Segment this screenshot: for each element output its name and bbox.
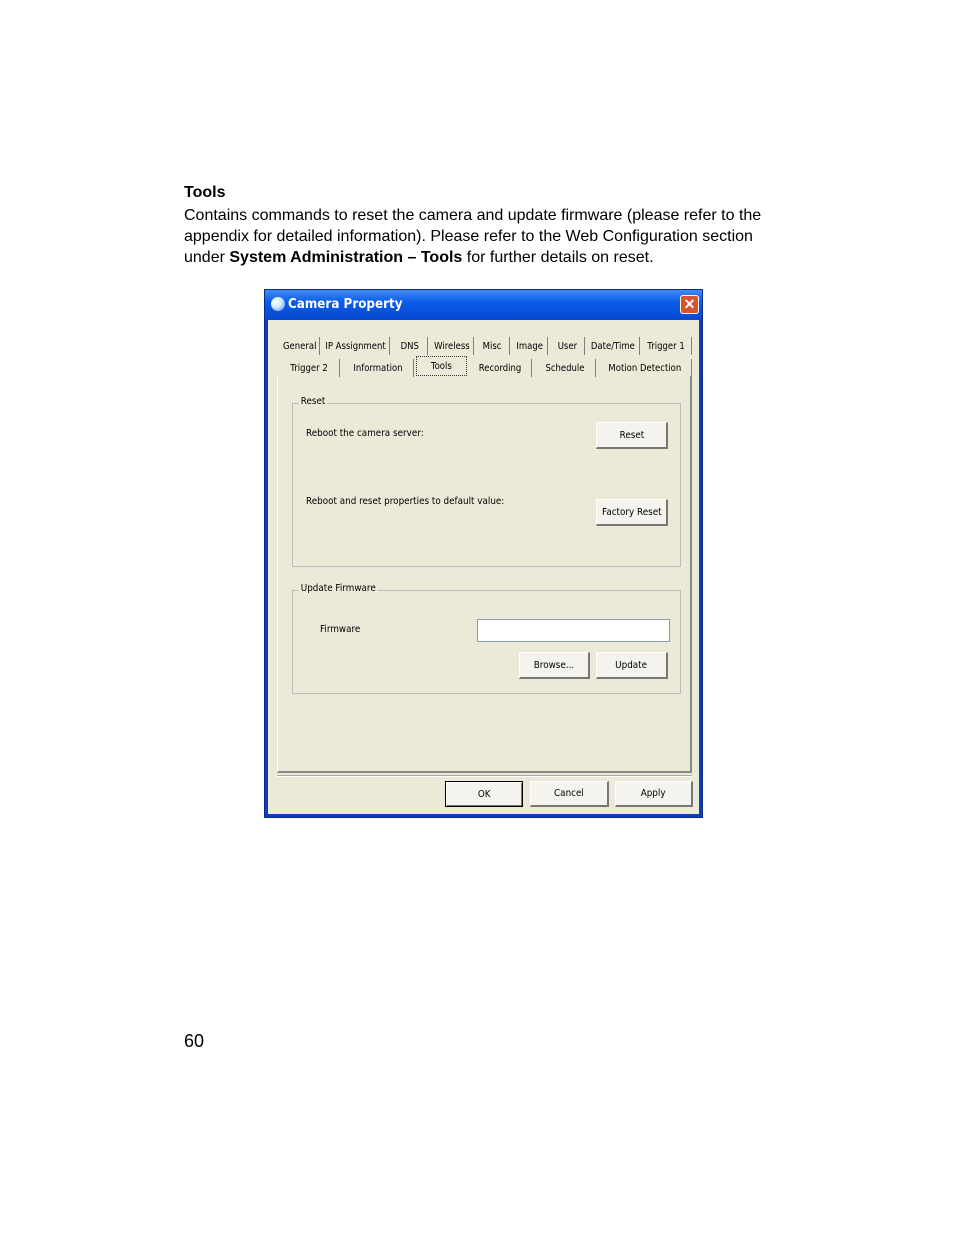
tools-panel xyxy=(277,376,692,773)
factory-reset-button[interactable]: Factory Reset xyxy=(596,499,668,526)
reset-button[interactable]: Reset xyxy=(596,422,668,449)
tab-schedule[interactable]: Schedule xyxy=(534,359,596,377)
tab-wireless[interactable]: Wireless xyxy=(430,337,474,355)
reboot-label: Reboot the camera server: xyxy=(306,428,424,439)
tab-misc[interactable]: Misc xyxy=(476,337,510,355)
title-bar[interactable] xyxy=(265,290,702,320)
tab-user[interactable]: User xyxy=(550,337,585,355)
tab-trigger-2[interactable]: Trigger 2 xyxy=(280,359,340,377)
cancel-button[interactable]: Cancel xyxy=(530,781,609,807)
description-text-1: Contains commands to reset the camera and update firmware (please refer to the appendix for detailed information). Please refer to the Web Configuration section under xyxy=(184,207,762,266)
reset-group xyxy=(292,396,681,567)
tab-trigger-1[interactable]: Trigger 1 xyxy=(642,337,692,355)
app-icon xyxy=(271,297,285,311)
footer-divider xyxy=(277,775,692,777)
tab-date-time[interactable]: Date/Time xyxy=(587,337,640,355)
browse-button[interactable]: Browse... xyxy=(519,652,590,679)
tab-general[interactable]: General xyxy=(280,337,320,355)
firmware-label: Firmware xyxy=(320,624,361,635)
tab-tools[interactable]: Tools xyxy=(416,356,467,376)
description-bold: System Administration – Tools xyxy=(229,249,463,266)
ok-button[interactable]: OK xyxy=(445,781,523,807)
section-heading: Tools xyxy=(184,184,226,201)
section-description xyxy=(184,205,784,268)
tab-motion-detection[interactable]: Motion Detection xyxy=(598,359,692,377)
update-button[interactable]: Update xyxy=(596,652,668,679)
update-firmware-legend: Update Firmware xyxy=(300,583,376,594)
tab-ip-assignment[interactable]: IP Assignment xyxy=(322,337,390,355)
tab-image[interactable]: Image xyxy=(512,337,548,355)
reset-group-legend: Reset xyxy=(300,396,326,407)
tab-dns[interactable]: DNS xyxy=(392,337,428,355)
page-number: 60 xyxy=(184,1031,205,1051)
factory-reset-label: Reboot and reset properties to default value: xyxy=(306,496,505,507)
apply-button[interactable]: Apply xyxy=(615,781,693,807)
description-text-2: for further details on reset. xyxy=(462,249,654,266)
close-icon[interactable]: ✕ xyxy=(680,295,699,314)
tab-information[interactable]: Information xyxy=(342,359,414,377)
update-firmware-group xyxy=(292,583,681,694)
camera-property-dialog xyxy=(264,289,703,818)
firmware-input[interactable] xyxy=(477,619,670,642)
dialog-client xyxy=(268,320,699,814)
tab-recording[interactable]: Recording xyxy=(469,359,532,377)
dialog-title: Camera Property xyxy=(288,297,403,312)
